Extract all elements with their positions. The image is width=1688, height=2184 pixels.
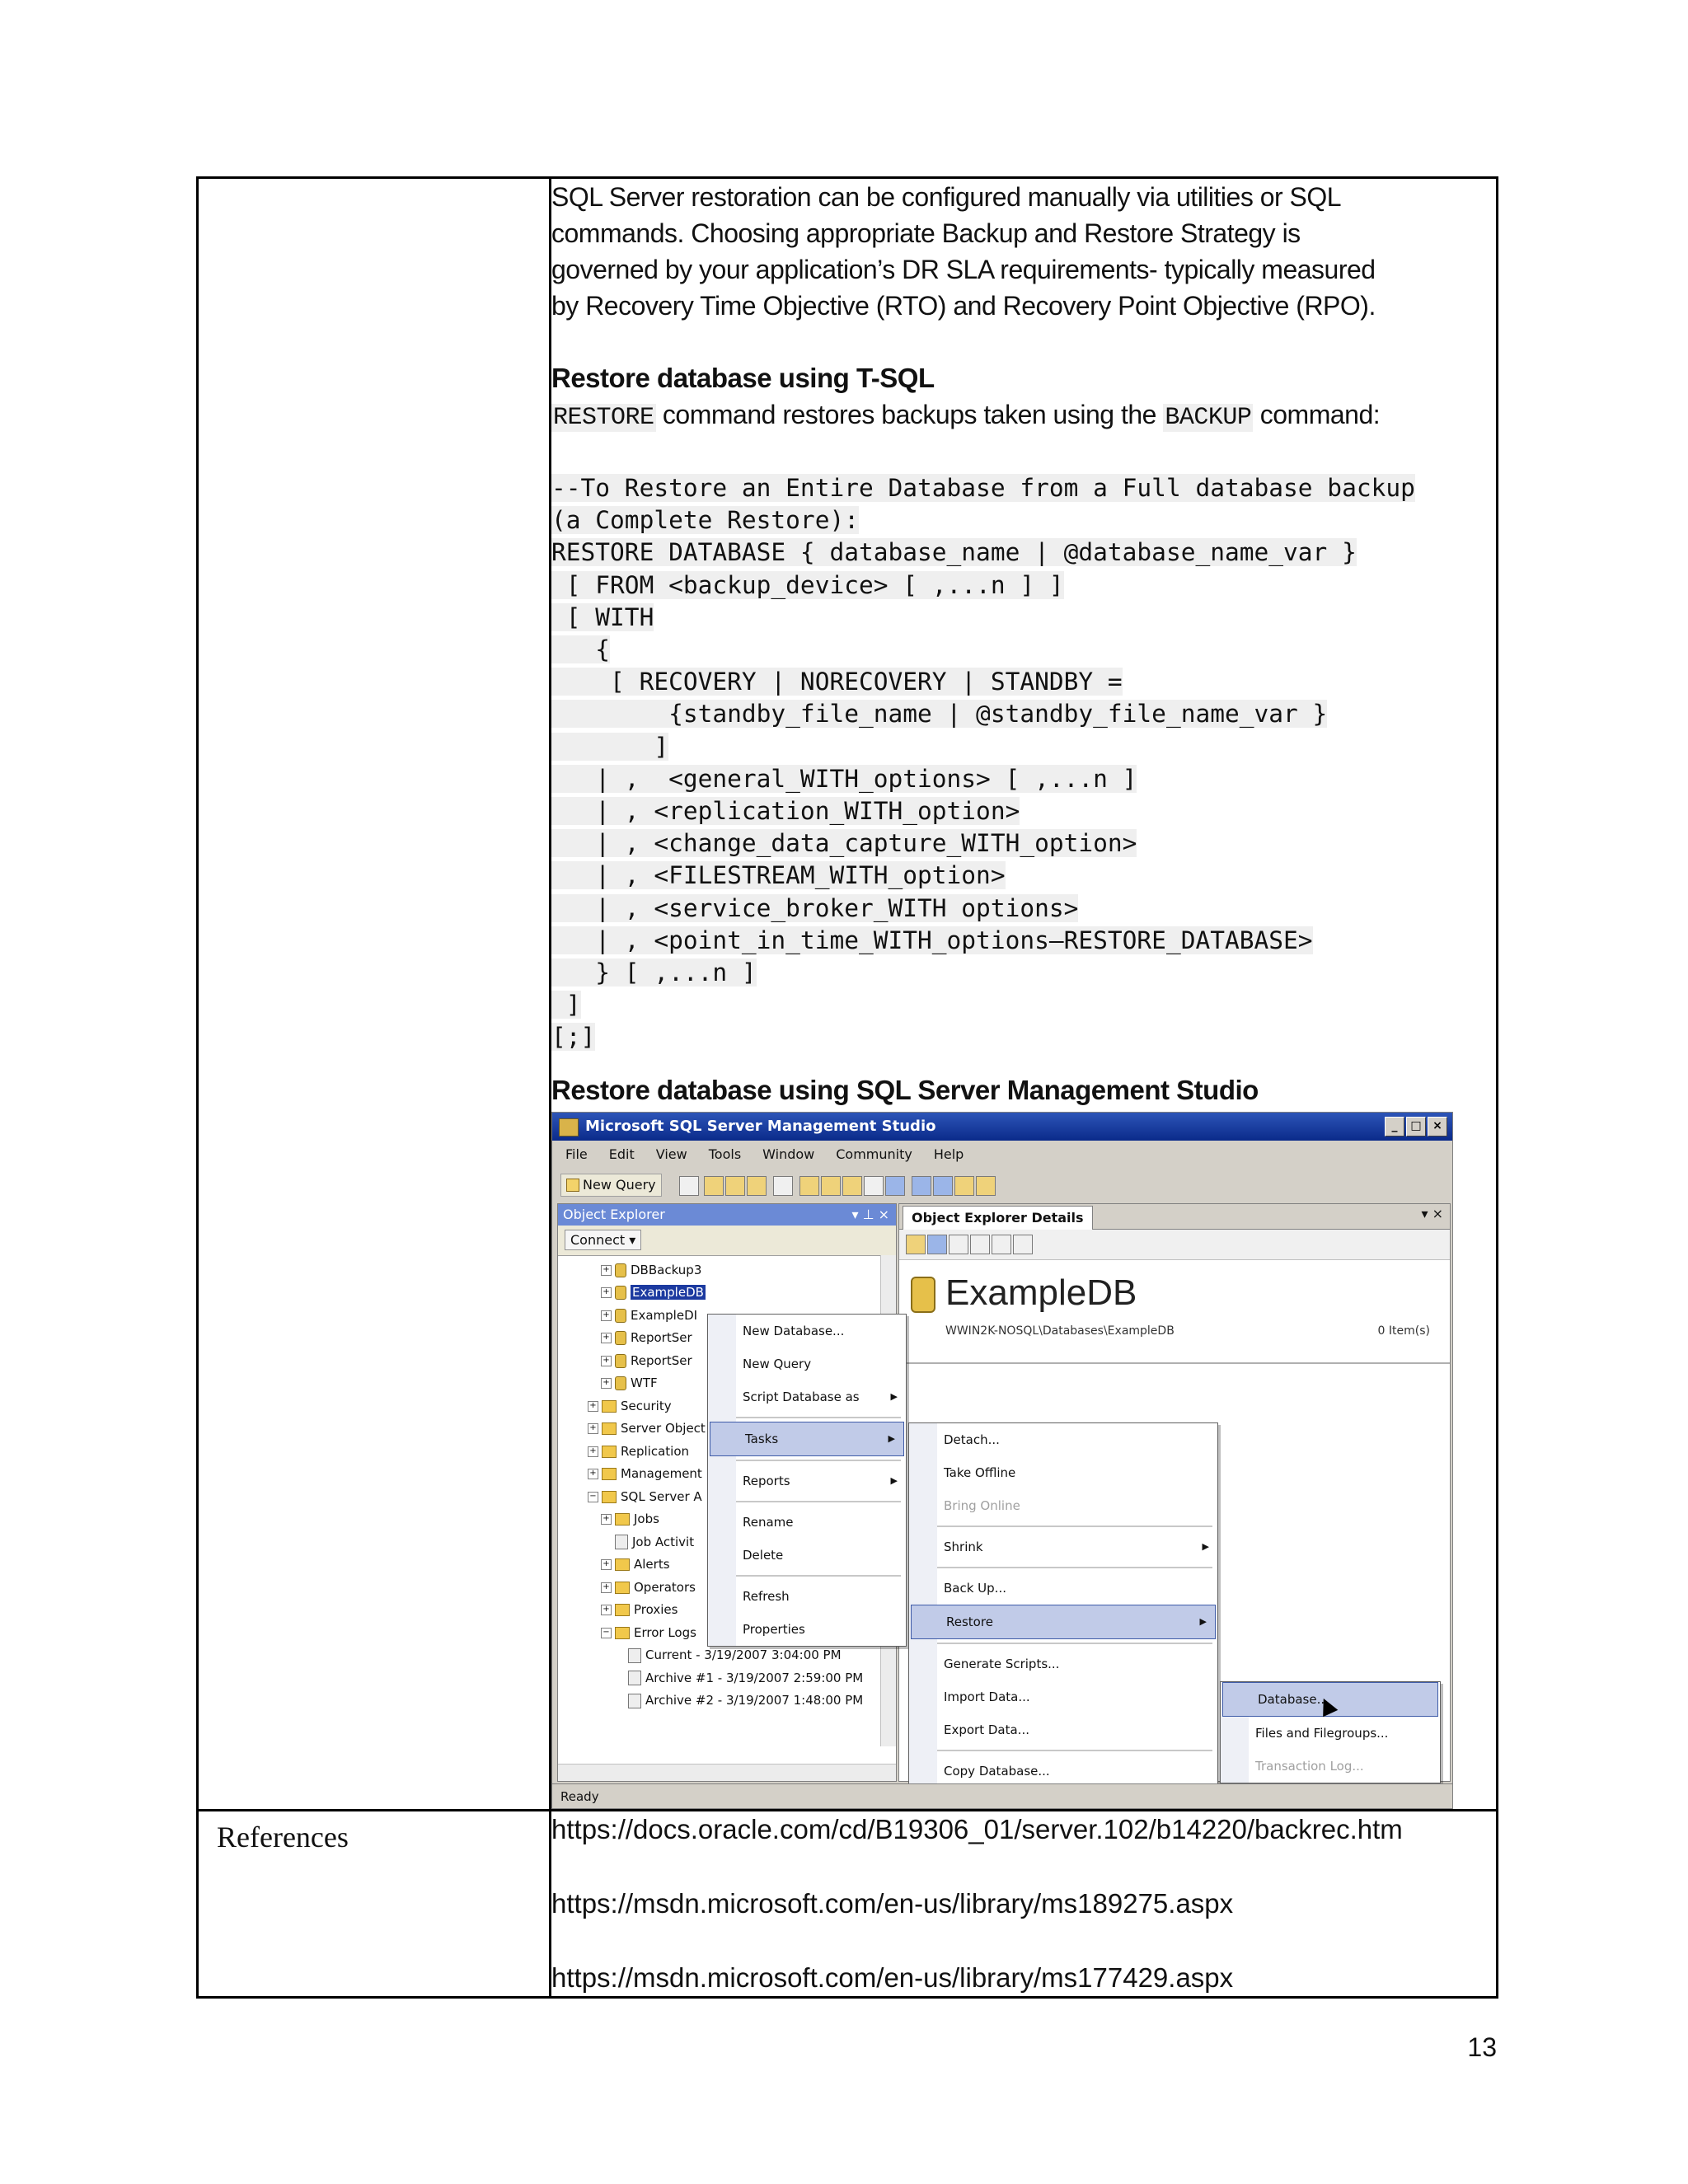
menu-item[interactable] [909, 1680, 1217, 1713]
menu-item[interactable] [708, 1380, 906, 1413]
menu-item-label: Reports [743, 1473, 790, 1488]
menu-item[interactable] [909, 1755, 1217, 1788]
desc-text: command restores backups taken using the [655, 400, 1164, 429]
log-icon [615, 1535, 628, 1549]
close-button[interactable]: × [1428, 1117, 1447, 1137]
menu-item-label: Restore [946, 1614, 993, 1629]
menu-item[interactable] [708, 1347, 906, 1380]
code-line: | , <change_data_capture_WITH_option> [551, 829, 1137, 858]
database-title: ExampleDB [911, 1268, 1137, 1318]
expand-icon[interactable]: + [588, 1446, 598, 1457]
folder-icon [602, 1422, 617, 1435]
menu-item[interactable] [909, 1456, 1217, 1489]
menu-item[interactable] [909, 1713, 1217, 1746]
toolbar-icon[interactable] [885, 1176, 905, 1196]
menu-item-label: Database... [1258, 1691, 1329, 1707]
references-label-cell [198, 1810, 551, 1997]
close-icon[interactable]: ▾ × [1421, 1205, 1443, 1221]
expand-icon[interactable]: + [601, 1605, 612, 1615]
ssms-title-bar [552, 1113, 1452, 1141]
tree-node[interactable] [558, 1690, 896, 1713]
database-icon [615, 1309, 626, 1323]
log-icon [628, 1648, 641, 1663]
expand-icon[interactable]: + [601, 1559, 612, 1570]
toolbar-icon[interactable] [821, 1176, 841, 1196]
toolbar-icon[interactable] [976, 1176, 996, 1196]
menu-item [909, 1489, 1217, 1522]
menu-view[interactable]: View [655, 1146, 687, 1162]
toolbar-icon[interactable] [992, 1235, 1011, 1254]
tree-node-label: SQL Server A [621, 1488, 702, 1504]
menu-item[interactable] [909, 1530, 1217, 1563]
intro-line: commands. Choosing appropriate Backup and Restore Strategy is [551, 218, 1301, 248]
database-icon [615, 1331, 626, 1345]
item-count: 0 Item(s) [1377, 1324, 1430, 1338]
expand-icon[interactable]: + [601, 1378, 612, 1389]
code-line: {standby_file_name | @standby_file_name_var } [551, 700, 1328, 729]
menu-item[interactable] [710, 1422, 904, 1456]
folder-icon [615, 1558, 630, 1571]
menu-item[interactable] [708, 1315, 906, 1347]
database-icon [615, 1263, 626, 1277]
folder-icon [602, 1446, 617, 1458]
folder-icon [602, 1400, 617, 1413]
tree-node[interactable] [558, 1667, 896, 1690]
toolbar-icon[interactable] [933, 1176, 953, 1196]
menu-separator [713, 1575, 901, 1577]
tree-node[interactable] [558, 1282, 896, 1305]
menu-item-label: Script Database as [743, 1389, 860, 1404]
folder-icon [602, 1468, 617, 1480]
log-icon [628, 1671, 641, 1685]
menu-item[interactable] [909, 1572, 1217, 1605]
tree-node-label: ExampleDB [632, 1285, 704, 1301]
tree-node-label: Security [621, 1398, 672, 1413]
menu-item[interactable] [911, 1605, 1216, 1639]
submenu-arrow-icon: ▶ [1199, 1615, 1207, 1627]
database-path: WWIN2K-NOSQL\Databases\ExampleDB [945, 1324, 1175, 1338]
tsql-code-block [551, 472, 1496, 1054]
menu-item-label: Tasks [745, 1431, 779, 1446]
tree-node-label: Archive #2 - 3/19/2007 1:48:00 PM [645, 1693, 864, 1708]
menu-item-label: Transaction Log... [1255, 1758, 1364, 1774]
database-icon [615, 1354, 626, 1368]
toolbar-icon[interactable] [906, 1235, 926, 1254]
collapse-icon[interactable]: − [601, 1628, 612, 1638]
menu-item-label: Files and Filegroups... [1255, 1725, 1389, 1741]
submenu-arrow-icon: ▶ [890, 1474, 898, 1486]
submenu-arrow-icon: ▶ [890, 1390, 898, 1402]
tree-node-label: ReportSer [631, 1352, 692, 1368]
tasks-submenu [908, 1422, 1218, 1788]
tree-node-label: Management [621, 1466, 702, 1482]
intro-paragraph [551, 179, 1496, 324]
tree-node-label: Current - 3/19/2007 3:04:00 PM [645, 1647, 842, 1663]
horizontal-scrollbar[interactable] [558, 1764, 896, 1781]
reference-link[interactable]: https://msdn.microsoft.com/en-us/library/ms177429.aspx [551, 1961, 1234, 1993]
connect-button[interactable]: Connect ▾ [565, 1230, 641, 1250]
filter-icon[interactable] [970, 1235, 990, 1254]
menu-separator [914, 1750, 1212, 1751]
reference-link[interactable]: https://docs.oracle.com/cd/B19306_01/server.102/b14220/backrec.htm [551, 1813, 1403, 1844]
ssms-title: Microsoft SQL Server Management Studio [585, 1117, 936, 1135]
folder-icon [615, 1627, 630, 1639]
toolbar-icon[interactable] [954, 1176, 974, 1196]
ssms-toolbar [556, 1170, 1453, 1198]
references-label: References [217, 1820, 349, 1854]
code-line: [ RECOVERY | NORECOVERY | STANDBY = [551, 668, 1123, 696]
menu-item-label: Copy Database... [944, 1763, 1050, 1779]
database-icon [615, 1286, 626, 1300]
menu-item-label: Shrink [944, 1539, 983, 1554]
code-line: [;] [551, 1023, 596, 1052]
new-query-button[interactable]: New Query [560, 1174, 662, 1197]
menu-item-label: New Database... [743, 1323, 845, 1338]
menu-item-label: Take Offline [944, 1465, 1016, 1480]
menu-item-label: Generate Scripts... [944, 1656, 1060, 1671]
toolbar-icon[interactable] [773, 1176, 793, 1196]
tree-node-label: DBBackup3 [631, 1262, 702, 1277]
content-table [196, 176, 1498, 1999]
table-row [198, 1810, 1498, 1997]
maximize-button[interactable]: □ [1406, 1117, 1426, 1137]
menu-item[interactable] [1221, 1717, 1440, 1750]
menu-community[interactable]: Community [836, 1146, 912, 1162]
menu-window[interactable]: Window [762, 1146, 815, 1162]
expand-icon[interactable]: + [588, 1469, 598, 1479]
menu-item[interactable] [909, 1423, 1217, 1456]
tree-node-label: ExampleDI [631, 1307, 698, 1323]
object-explorer-toolbar [558, 1226, 896, 1256]
code-line: (a Complete Restore): [551, 506, 859, 535]
expand-icon[interactable]: + [601, 1356, 612, 1366]
folder-icon [615, 1582, 630, 1594]
intro-line: SQL Server restoration can be configured manually via utilities or SQL [551, 182, 1342, 212]
expand-icon[interactable]: + [588, 1401, 598, 1412]
menu-item[interactable] [708, 1465, 906, 1497]
code-line: --To Restore an Entire Database from a Full database backup [551, 474, 1415, 502]
database-icon [615, 1376, 626, 1390]
code-line: { [551, 635, 611, 664]
tree-node-label: Job Activit [632, 1534, 695, 1549]
tree-node-label: Jobs [634, 1511, 659, 1527]
toolbar-icon[interactable] [864, 1176, 884, 1196]
restore-keyword: RESTORE [553, 404, 654, 432]
expand-icon[interactable]: + [601, 1333, 612, 1343]
tree-node-label: Alerts [634, 1557, 670, 1572]
object-explorer-header [558, 1204, 896, 1226]
collapse-icon[interactable]: − [588, 1492, 598, 1502]
menu-item-label: Back Up... [944, 1580, 1006, 1596]
tree-node[interactable] [558, 1644, 896, 1667]
menu-item [1221, 1750, 1440, 1783]
log-icon [628, 1694, 641, 1708]
tree-node-label: Operators [634, 1579, 696, 1595]
code-line: | , <service_broker_WITH options> [551, 893, 1079, 922]
menu-item-label: Properties [743, 1621, 805, 1637]
database-icon [911, 1277, 935, 1313]
menu-item[interactable] [909, 1647, 1217, 1680]
toolbar-icon[interactable] [927, 1235, 947, 1254]
page-number: 13 [1467, 2032, 1497, 2062]
tab-object-explorer-details[interactable]: Object Explorer Details [903, 1206, 1093, 1230]
code-line: | , <point_in_time_WITH_options—RESTORE_DATABASE> [551, 926, 1313, 954]
menu-item-label: Delete [743, 1547, 784, 1563]
menu-tools[interactable]: Tools [708, 1146, 742, 1162]
toolbar-icon[interactable] [679, 1176, 699, 1196]
toolbar-icon[interactable] [799, 1176, 819, 1196]
tree-node-label: ReportSer [631, 1330, 692, 1346]
ssms-heading: Restore database using SQL Server Management Studio [551, 1074, 1259, 1105]
tree-node-label: Proxies [634, 1602, 678, 1618]
restore-content-cell [551, 178, 1498, 1811]
tree-node-label: Error Logs [634, 1624, 696, 1640]
empty-label-cell [198, 178, 551, 1811]
menu-item-label: Rename [743, 1514, 794, 1530]
expand-icon[interactable]: + [601, 1514, 612, 1525]
menu-item[interactable] [708, 1506, 906, 1539]
toolbar-icon[interactable] [912, 1176, 931, 1196]
tree-node-label: WTF [631, 1376, 658, 1391]
code-line: RESTORE DATABASE { database_name | @database_name_var } [551, 538, 1357, 567]
toolbar-icon[interactable] [747, 1176, 767, 1196]
menu-edit[interactable]: Edit [608, 1146, 635, 1162]
details-toolbar [899, 1230, 1450, 1260]
menu-item[interactable] [708, 1580, 906, 1613]
code-line: | , <FILESTREAM_WITH_option> [551, 861, 1006, 890]
menu-item-label: Bring Online [944, 1497, 1020, 1513]
pin-icon[interactable]: ▾ ⊥ × [851, 1206, 889, 1222]
submenu-arrow-icon: ▶ [1202, 1540, 1209, 1552]
menu-separator [713, 1417, 901, 1418]
submenu-arrow-icon: ▶ [888, 1432, 895, 1444]
code-line: ] [551, 732, 669, 761]
toolbar-icon[interactable] [1013, 1235, 1033, 1254]
status-bar: Ready [552, 1783, 1452, 1808]
minimize-button[interactable]: _ [1385, 1117, 1404, 1137]
menu-item-label: Export Data... [944, 1722, 1029, 1737]
object-explorer-title: Object Explorer [563, 1206, 665, 1222]
menu-item-label: Refresh [743, 1588, 790, 1604]
ssms-menu-bar [552, 1142, 1452, 1167]
intro-line: by Recovery Time Objective (RTO) and Recovery Point Objective (RPO). [551, 291, 1376, 321]
toolbar-icon[interactable] [725, 1176, 745, 1196]
expand-icon[interactable]: + [588, 1423, 598, 1434]
desc-text: command: [1253, 400, 1381, 429]
menu-help[interactable]: Help [933, 1146, 964, 1162]
backup-keyword: BACKUP [1165, 404, 1252, 432]
tree-node-label: Server Object [621, 1421, 706, 1436]
code-line: [ FROM <backup_device> [ ,...n ] ] [551, 570, 1064, 599]
tsql-heading: Restore database using T-SQL [551, 363, 935, 393]
reference-link[interactable]: https://msdn.microsoft.com/en-us/library/ms189275.aspx [551, 1887, 1234, 1919]
ssms-screenshot [551, 1112, 1453, 1809]
tree-node-label: Archive #1 - 3/19/2007 2:59:00 PM [645, 1670, 864, 1685]
menu-item[interactable] [708, 1539, 906, 1572]
toolbar-icon[interactable] [704, 1176, 724, 1196]
code-line: ] [551, 991, 581, 1019]
code-line: | , <replication_WITH_option> [551, 797, 1020, 826]
folder-icon [615, 1513, 630, 1526]
table-row [198, 178, 1498, 1811]
intro-line: governed by your application’s DR SLA requirements- typically measured [551, 255, 1376, 284]
code-line: } [ ,...n ] [551, 958, 757, 987]
menu-separator [713, 1460, 901, 1461]
database-context-menu [707, 1314, 907, 1647]
toolbar-icon[interactable] [949, 1235, 968, 1254]
expand-icon[interactable]: + [601, 1310, 612, 1321]
folder-icon [602, 1491, 617, 1503]
expand-icon[interactable]: + [601, 1265, 612, 1276]
expand-icon[interactable]: + [601, 1582, 612, 1593]
toolbar-icon[interactable] [842, 1176, 862, 1196]
code-line: | , <general_WITH_options> [ ,...n ] [551, 764, 1137, 793]
folder-icon [615, 1604, 630, 1616]
tree-node[interactable] [558, 1259, 896, 1282]
tree-node-label: Replication [621, 1443, 690, 1459]
code-line: [ WITH [551, 602, 654, 631]
menu-separator [713, 1501, 901, 1502]
menu-item-label: New Query [743, 1356, 812, 1371]
expand-icon[interactable]: + [601, 1287, 612, 1298]
tsql-description [551, 396, 1496, 436]
menu-separator [914, 1567, 1212, 1568]
menu-separator [914, 1643, 1212, 1644]
menu-separator [914, 1526, 1212, 1527]
ssms-app-icon [559, 1118, 579, 1137]
menu-item-label: Import Data... [944, 1689, 1030, 1704]
menu-file[interactable]: File [565, 1146, 588, 1162]
menu-item[interactable] [708, 1613, 906, 1646]
references-links-cell [551, 1810, 1498, 1997]
menu-item-label: Detach... [944, 1432, 1000, 1447]
